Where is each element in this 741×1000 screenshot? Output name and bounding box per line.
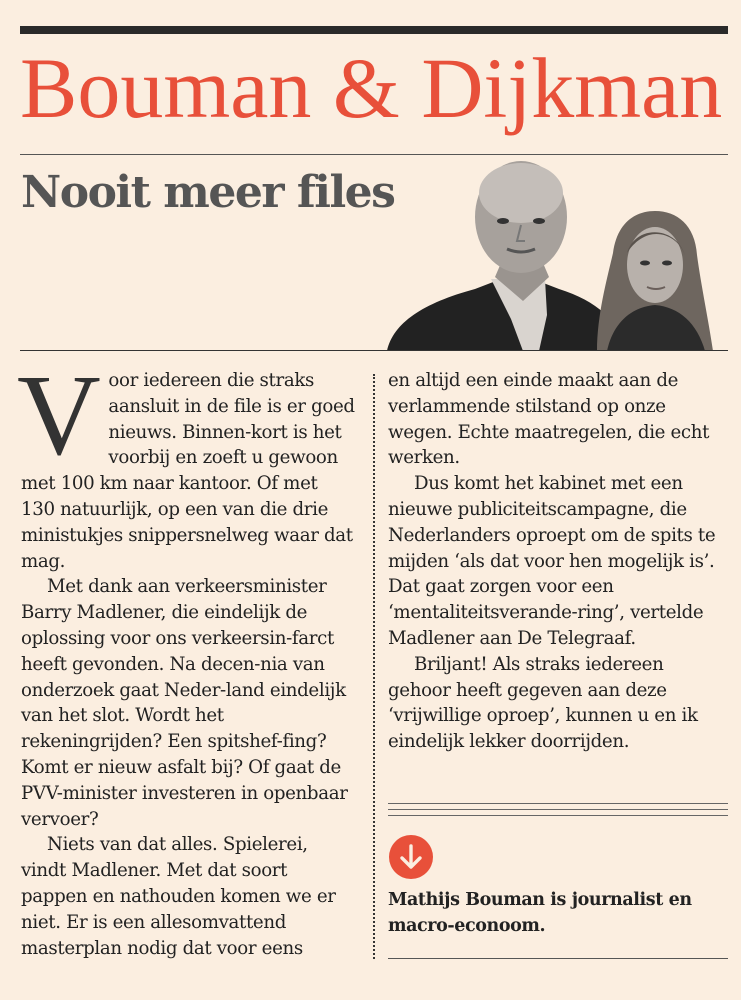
author-portraits-illustration xyxy=(383,155,728,351)
paragraph: Briljant! Als straks iedereen gehoor heeft gegeven aan deze ‘vrijwillige oproep’, kunnen u en ik eindelijk lekker doorrijden. xyxy=(388,653,698,753)
end-rule xyxy=(388,809,728,810)
column-separator xyxy=(373,374,375,959)
arrow-down-icon xyxy=(389,835,433,879)
paragraph: Met dank aan verkeersminister Barry Madlener, die eindelijk de oplossing voor ons verkeersin-farct heeft gevonden. Na decen-nia van onderzoek gaat Neder-land eindelijk van het slot. Wordt het rekeningrijden? Een spitshef-fing? Komt er nieuw asfalt bij? Of gaat de PVV-minister investeren in openbaar vervoer? xyxy=(21,576,348,830)
paragraph: en altijd een einde maakt aan de verlammende stilstand op onze wegen. Echte maatregelen, die echt werken. xyxy=(388,370,710,469)
header-bottom-rule xyxy=(20,350,728,351)
paragraph: oor iedereen die straks aansluit in de file is er goed nieuws. Binnen-kort is het voorbij en zoeft u gewoon met 100 km naar kantoor. Of met 130 natuurlijk, op een van die drie ministukjes snippersnelweg waar dat mag. xyxy=(21,370,355,572)
column-masthead: Bouman & Dijkman xyxy=(20,40,723,136)
author-bio: Mathijs Bouman is journalist en macro-econoom. xyxy=(388,890,692,936)
top-rule xyxy=(20,26,728,34)
arrow-down-glyph xyxy=(389,835,433,879)
end-rule xyxy=(388,815,728,816)
paragraph: Dus komt het kabinet met een nieuwe publiciteitscampagne, die Nederlanders oproept om de spits te mijden ‘als dat voor hen mogelijk is’. Dat gaat zorgen voor een ‘mentaliteitsverande-ring’, vertelde Madlener aan De Telegraaf. xyxy=(388,473,716,649)
article-headline: Nooit meer files xyxy=(21,167,395,218)
author-portraits xyxy=(383,155,728,351)
bio-bottom-rule xyxy=(388,958,728,959)
drop-cap: V xyxy=(17,352,101,480)
end-rule xyxy=(388,803,728,804)
article-column-1 xyxy=(17,352,355,961)
paragraph: Niets van dat alles. Spielerei, vindt Madlener. Met dat soort pappen en nathouden komen we er niet. Er is een allesomvattend masterplan nodig dat voor eens xyxy=(21,834,336,959)
article-column-2 xyxy=(388,368,728,755)
